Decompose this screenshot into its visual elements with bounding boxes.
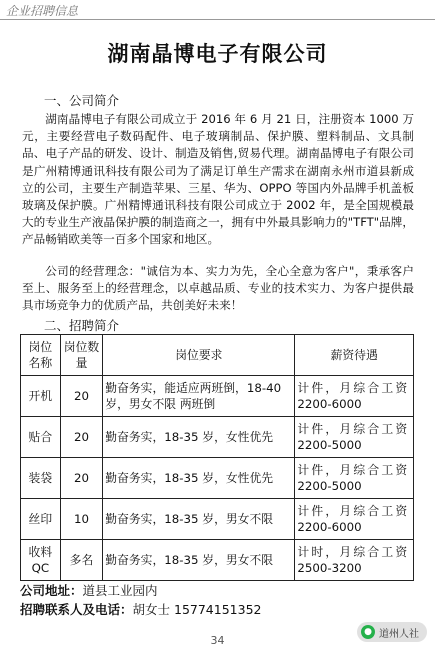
jobs-table <box>20 334 414 581</box>
address-value: 道县工业园内 <box>82 583 158 598</box>
cell-count: 20 <box>60 376 103 417</box>
chat-icon: ● <box>361 625 375 639</box>
cell-requirement: 勤奋务实，18-35 岁，女性优先 <box>103 458 295 499</box>
salary-type: 计件，月综合工资 <box>297 504 410 518</box>
cell-name: 贴合 <box>21 417 61 458</box>
watermark <box>357 622 427 642</box>
cell-requirement: 勤奋务实，18-35 岁，男女不限 <box>103 540 295 581</box>
section-title-recruit: 二、招聘简介 <box>44 318 120 333</box>
table-row <box>21 376 414 417</box>
salary-range: 2200-5000 <box>297 479 362 493</box>
page-number: 34 <box>210 634 225 647</box>
cell-count: 多名 <box>60 540 103 581</box>
cell-count: 20 <box>60 417 103 458</box>
header-salary: 薪资待遇 <box>295 335 414 376</box>
section-title-intro: 一、公司简介 <box>44 93 120 108</box>
cell-count: 20 <box>60 458 103 499</box>
table-row <box>21 458 414 499</box>
intro-paragraph-2: 公司的经营理念："诚信为本、实力为先，全心全意为客户"，秉承客户至上、服务至上的经营理念，以卓越品质、专业的技术实力、为客户提供最具市场竞争力的优质产品，共创美好未来！ <box>22 264 414 313</box>
cell-name: 开机 <box>21 376 61 417</box>
cell-salary <box>295 376 414 417</box>
cell-salary <box>295 458 414 499</box>
header-tag: 企业招聘信息 <box>6 4 79 18</box>
salary-range: 2200-6000 <box>297 397 362 411</box>
header-count: 岗位数量 <box>60 335 103 376</box>
cell-requirement: 勤奋务实，18-35 岁，女性优先 <box>103 417 295 458</box>
cell-name: 丝印 <box>21 499 61 540</box>
cell-count: 10 <box>60 499 103 540</box>
contact-person <box>20 600 261 618</box>
salary-range: 2200-6000 <box>297 520 362 534</box>
header-name: 岗位名称 <box>21 335 61 376</box>
header-requirement: 岗位要求 <box>103 335 295 376</box>
salary-type: 计时，月综合工资 <box>297 545 410 559</box>
cell-name: 收料 QC <box>21 540 61 581</box>
company-title: 湖南晶博电子有限公司 <box>107 42 328 66</box>
address-label: 公司地址： <box>20 583 83 598</box>
salary-range: 2200-5000 <box>297 438 362 452</box>
salary-type: 计件，月综合工资 <box>297 381 410 395</box>
salary-range: 2500-3200 <box>297 561 362 575</box>
intro-paragraph-1: 湖南晶博电子有限公司成立于 2016 年 6 月 21 日，注册资本 1000 万元，主要经营电子数码配件、电子玻璃制品、保护膜、塑料制品、文具制品、电子产品的研发、设计、制造及销售,贸易代理。湖南晶博电子有限公司是广州精博通讯科技有限公司为了满足订单生产需求在湖南永州市道县新成立的公司，主要生产制造苹果、三星、华为、OPPO 等国内外品牌手机盖板玻璃及保护膜。广州精博通讯科技有限公司成立于 2002 年，是全国规模最大的专业生产液晶保护膜的制造商之一，拥有中外最具影响力的"TFT"品牌，产品畅销欧美等一百多个国家和地区。 <box>22 112 414 247</box>
salary-type: 计件，月综合工资 <box>297 463 410 477</box>
cell-requirement: 勤奋务实，18-35 岁，男女不限 <box>103 499 295 540</box>
person-value: 胡女士 15774151352 <box>132 602 262 617</box>
cell-salary <box>295 417 414 458</box>
table-row <box>21 499 414 540</box>
cell-requirement: 勤奋务实，能适应两班倒，18-40 岁，男女不限 两班倒 <box>103 376 295 417</box>
salary-type: 计件，月综合工资 <box>297 422 410 436</box>
table-row <box>21 540 414 581</box>
cell-salary <box>295 540 414 581</box>
table-row <box>21 417 414 458</box>
header-divider <box>0 19 435 20</box>
person-label: 招聘联系人及电话： <box>20 602 133 617</box>
contact-address <box>20 581 158 599</box>
cell-salary <box>295 499 414 540</box>
watermark-text: 道州人社 <box>379 628 419 640</box>
table-header-row <box>21 335 414 376</box>
cell-name: 装袋 <box>21 458 61 499</box>
